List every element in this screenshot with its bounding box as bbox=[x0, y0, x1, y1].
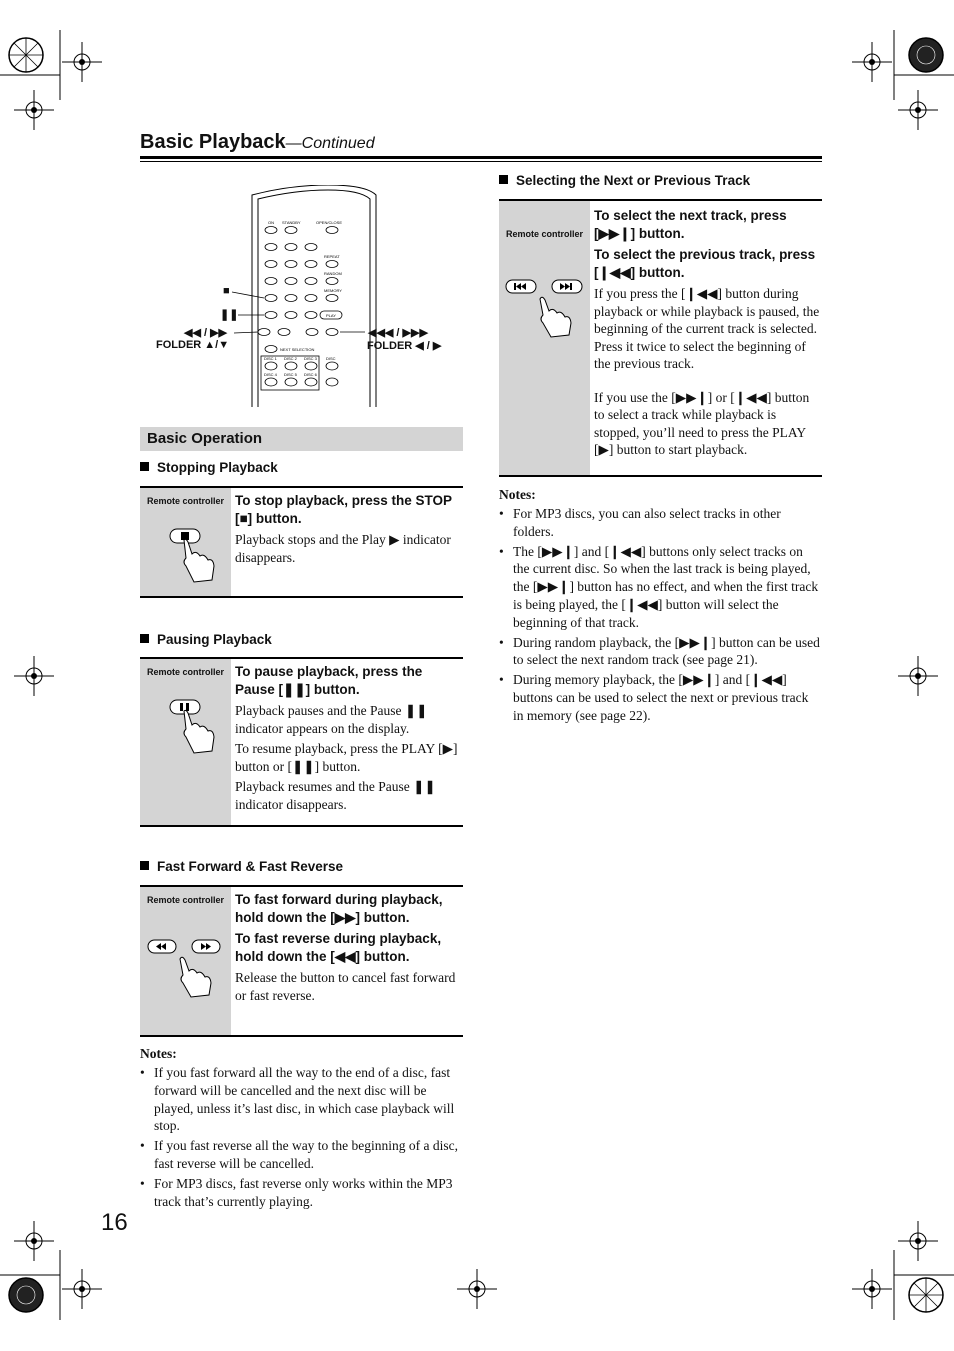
remote-controller-label: Remote controller bbox=[146, 496, 224, 506]
section-band bbox=[140, 427, 463, 451]
fastforward-box bbox=[140, 885, 463, 1037]
remote-controller-label: Remote controller bbox=[146, 895, 224, 905]
stopping-text: Playback stops and the Play ▶ indicator disappears. bbox=[235, 532, 451, 565]
selecting-text-2: If you use the [▶▶❙] or [❙◀◀] button to select a track while playback is stopped, you’ll need to press the PLAY [▶] button to start playback. bbox=[594, 389, 810, 457]
remote-label-repeat: REPEAT bbox=[324, 254, 340, 259]
remote-figure bbox=[140, 185, 463, 410]
selecting-heading bbox=[499, 173, 750, 188]
pause-marker: ❚❚ bbox=[220, 309, 239, 321]
notes-left-heading: Notes: bbox=[140, 1046, 177, 1061]
pause-button-hand-icon bbox=[166, 697, 226, 757]
notes-right-item: • For MP3 discs, you can also select tracks in other folders. bbox=[499, 505, 822, 541]
remote-label-next-selection: NEXT SELECTION bbox=[280, 347, 315, 352]
pausing-text-1: Playback pauses and the Pause ❚❚ indicator appears on the display. bbox=[235, 703, 428, 736]
page-title-continued: —Continued bbox=[285, 135, 375, 152]
fastforward-heading-text: Fast Forward & Fast Reverse bbox=[157, 859, 344, 874]
remote-label-random: RANDOM bbox=[324, 271, 342, 276]
notes-right-item: • The [▶▶❙] and [❙◀◀] buttons only select tracks on the current disc. So when the last track is being played, the [▶▶❙] button has no effect, and when the first track is being played, the [❙◀◀] button will select the beginning of that track. bbox=[499, 543, 822, 632]
remote-controller-label: Remote controller bbox=[146, 667, 224, 677]
remote-label-disc6: DISC 6 bbox=[304, 372, 317, 377]
notes-right bbox=[499, 487, 822, 727]
remote-label-memory: MEMORY bbox=[324, 288, 342, 293]
fastforward-text: Release the button to cancel fast forward or fast reverse. bbox=[235, 970, 456, 1003]
remote-label-disc3: DISC 3 bbox=[304, 356, 317, 361]
notes-right-heading: Notes: bbox=[499, 487, 536, 502]
notes-left bbox=[140, 1046, 463, 1212]
remote-label-disc4: DISC 4 bbox=[264, 372, 277, 377]
left-label-bottom: FOLDER ▲/▼ bbox=[156, 339, 230, 351]
remote-label-disc2: DISC 2 bbox=[284, 356, 297, 361]
pausing-heading-text: Pausing Playback bbox=[157, 632, 272, 647]
fastforward-remote-panel bbox=[140, 887, 231, 1035]
remote-label-disc5: DISC 5 bbox=[284, 372, 297, 377]
notes-left-item: • If you fast reverse all the way to the beginning of a disc, fast reverse will be cancelled. bbox=[140, 1137, 463, 1173]
page-title bbox=[140, 131, 375, 154]
remote-label-standby: STANDBY bbox=[282, 220, 301, 225]
skip-buttons-hand-icon bbox=[504, 275, 588, 339]
pausing-text-2: To resume playback, press the PLAY [▶] button or [❚❚] button. bbox=[235, 741, 458, 774]
selecting-heading-text: Selecting the Next or Previous Track bbox=[516, 173, 751, 188]
pausing-text-3: Playback resumes and the Pause ❚❚ indicator disappears. bbox=[235, 779, 436, 812]
right-label-bottom: FOLDER ◀ / ▶ bbox=[367, 340, 442, 352]
pausing-body bbox=[231, 659, 463, 825]
header-rule-thin bbox=[140, 161, 822, 162]
pausing-remote-panel bbox=[140, 659, 231, 825]
remote-label-disc: DISC bbox=[326, 356, 336, 361]
fastforward-instruction-1: To fast forward during playback, hold down the [▶▶] button. bbox=[235, 892, 443, 925]
page-number: 16 bbox=[101, 1209, 128, 1236]
notes-right-item: • During memory playback, the [▶▶❙] and [❙◀◀] buttons can be used to select the next or previous track in memory (see page 22). bbox=[499, 671, 822, 724]
remote-label-on: ON bbox=[268, 220, 274, 225]
remote-controller-label: Remote controller bbox=[505, 229, 583, 239]
notes-left-item: • For MP3 discs, fast reverse only works within the MP3 track that’s currently playing. bbox=[140, 1175, 463, 1211]
stopping-heading bbox=[140, 460, 278, 475]
stopping-instruction: To stop playback, press the STOP [■] button. bbox=[235, 493, 452, 526]
selecting-body bbox=[590, 201, 822, 475]
section-title: Basic Operation bbox=[147, 430, 263, 447]
remote-label-open-close: OPEN/CLOSE bbox=[316, 220, 343, 225]
fastforward-heading bbox=[140, 859, 343, 874]
stop-marker: ■ bbox=[223, 285, 230, 297]
stopping-heading-text: Stopping Playback bbox=[157, 460, 278, 475]
notes-right-item: • During random playback, the [▶▶❙] button can be used to select the next random track (see page 21). bbox=[499, 634, 822, 670]
stop-button-hand-icon bbox=[166, 526, 226, 586]
remote-label-play: PLAY bbox=[326, 313, 336, 318]
pausing-box bbox=[140, 657, 463, 827]
ffwd-rew-buttons-hand-icon bbox=[146, 935, 228, 999]
left-label-top: ◀◀ / ▶▶ bbox=[184, 327, 228, 339]
page-title-main: Basic Playback bbox=[140, 131, 286, 153]
selecting-box bbox=[499, 199, 822, 477]
stopping-body bbox=[231, 488, 463, 596]
stopping-remote-panel bbox=[140, 488, 231, 596]
pausing-instruction: To pause playback, press the Pause [❚❚] button. bbox=[235, 664, 423, 697]
remote-control-illustration bbox=[140, 185, 463, 410]
fastforward-instruction-2: To fast reverse during playback, hold down the [◀◀] button. bbox=[235, 931, 442, 964]
stopping-box bbox=[140, 486, 463, 598]
selecting-text-1: If you press the [❙◀◀] button during playback or while playback is paused, the beginning of the current track is selected. Press it twice to select the beginning of the previous track. bbox=[594, 286, 820, 371]
selecting-instruction-1: To select the next track, press [▶▶❙] button. bbox=[594, 208, 787, 241]
fastforward-body bbox=[231, 887, 463, 1035]
selecting-instruction-2: To select the previous track, press [❙◀◀] button. bbox=[594, 247, 816, 280]
remote-label-disc1: DISC 1 bbox=[264, 356, 277, 361]
right-label-top: ◀◀◀ / ▶▶▶ bbox=[368, 327, 428, 339]
notes-left-item: • If you fast forward all the way to the end of a disc, fast forward will be cancelled and the next disc will be played, unless it’s last disc, in which case playback will stop. bbox=[140, 1064, 463, 1135]
selecting-remote-panel bbox=[499, 201, 590, 475]
header-rule bbox=[140, 156, 822, 159]
pausing-heading bbox=[140, 632, 272, 647]
